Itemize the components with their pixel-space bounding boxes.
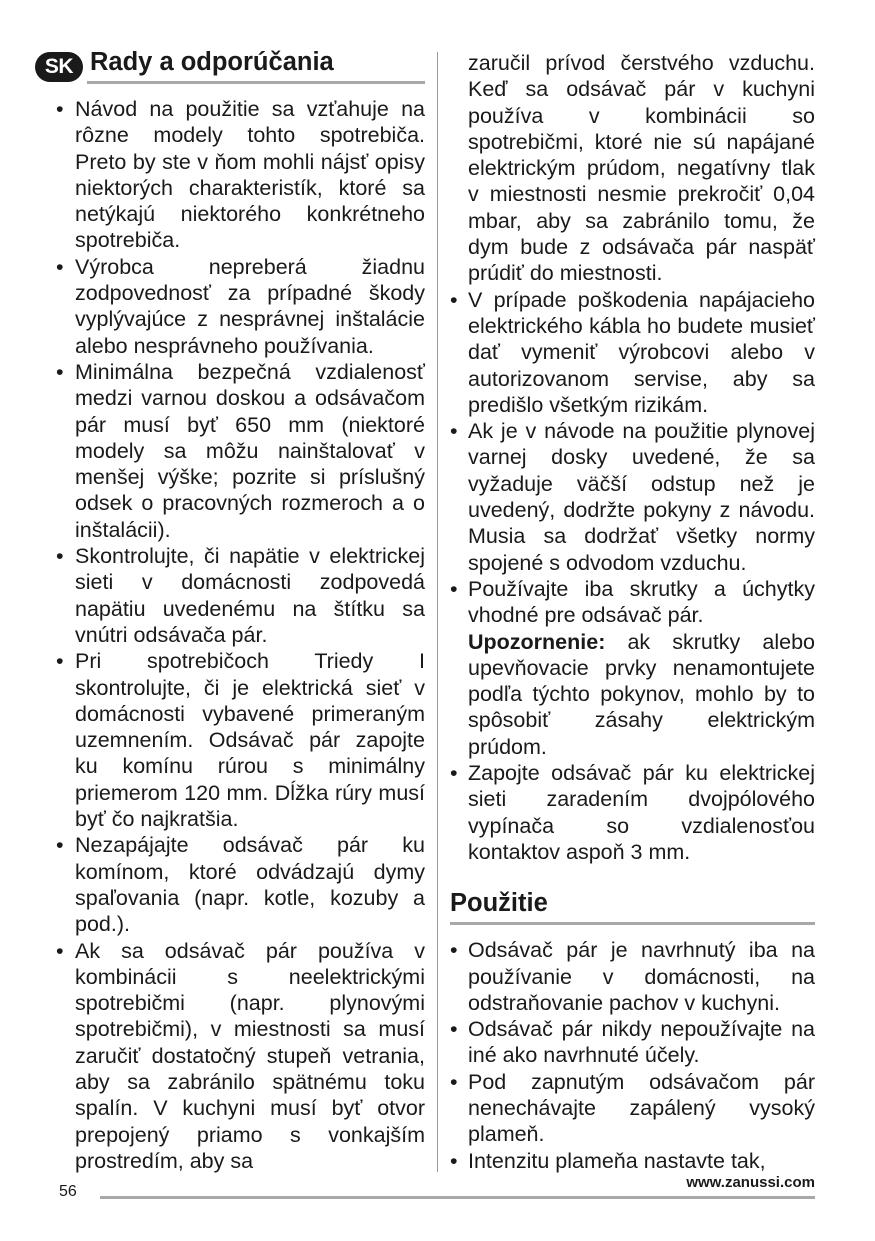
section-title-tips: Rady a odporúčania xyxy=(90,48,334,76)
list-item: • Odsávač pár nikdy nepoužívajte na iné ako navrhnuté účely. xyxy=(450,1016,815,1069)
footer-rule xyxy=(100,1196,815,1199)
page-number: 56 xyxy=(59,1183,77,1200)
language-badge: SK xyxy=(35,52,83,82)
list-item-screws xyxy=(450,576,815,760)
section-rule xyxy=(450,922,815,925)
section-rule xyxy=(87,81,425,84)
tips-list-left xyxy=(35,96,425,1174)
list-item: • Pod zapnutým odsávačom pár nenechávajte zapálený vysoký plameň. xyxy=(450,1069,815,1148)
section-title-usage: Použitie xyxy=(450,889,548,918)
list-item: • Nezapájajte odsávač pár ku komínom, ktoré odvádzajú dymy spaľovania (napr. kotle, kozuby a pod.). xyxy=(35,832,425,937)
list-item: • Návod na použitie sa vzťahuje na rôzne modely tohto spotrebiča. Preto by ste v ňom mohli nájsť opisy niektorých charakteristík, ktoré sa netýkajú niektorého konkrétneho spotrebiča. xyxy=(35,96,425,254)
column-divider xyxy=(437,52,438,1172)
list-item: • Ak je v návode na použitie plynovej varnej dosky uvedené, že sa vyžaduje väčší odstup než je uvedený, dodržte pokyny z návodu. Musia sa dodržať všetky normy spojené s odvodom vzduchu. xyxy=(450,418,815,576)
continued-paragraph: zaručil prívod čerstvého vzduchu. Keď sa odsávač pár v kuchyni používa v kombinácii so spotrebičmi, ktoré nie sú napájané elektrickým prúdom, negatívny tlak v miestnosti nesmie prekročiť 0,04 mbar, aby sa zabránilo tomu, že dym bude z odsávača pár naspäť prúdiť do miestnosti. xyxy=(468,51,815,286)
list-item: • Ak sa odsávač pár používa v kombinácii s neelektrickými spotrebičmi (napr. plynovými spotrebičmi), v miestnosti sa musí zaručiť dostatočný stupeň vetrania, aby sa zabránilo spätnému toku spalín. V kuchyni musí byť otvor prepojený priamo s vonkajším prostredím, aby sa xyxy=(35,938,425,1175)
list-item: • Odsávač pár je navrhnutý iba na používanie v domácnosti, na odstraňovanie pachov v kuchyni. xyxy=(450,937,815,1016)
screws-text: Používajte iba skrutky a úchytky vhodné pre odsávač pár. xyxy=(468,576,815,628)
list-item: • Pri spotrebičoch Triedy I skontrolujte, či je elektrická sieť v domácnosti vybavené primeraným uzemnením. Odsávač pár zapojte ku komínu rúrou s minimálny priemerom 120 mm. Dĺžka rúry musí byť čo najkratšia. xyxy=(35,648,425,832)
tips-list-right xyxy=(450,287,815,866)
website-link[interactable]: www.zanussi.com xyxy=(686,1174,815,1191)
section-heading-tips xyxy=(35,46,425,81)
list-item: • Skontrolujte, či napätie v elektrickej sieti v domácnosti zodpovedá napätiu uvedenému na štítku sa vnútri odsávača pár. xyxy=(35,543,425,648)
right-column xyxy=(450,50,815,1174)
warning-label: Upozornenie: xyxy=(468,629,606,654)
list-item: • Zapojte odsávač pár ku elektrickej sieti zaradením dvojpólového vypínača so vzdialenosťou kontaktov aspoň 3 mm. xyxy=(450,760,815,865)
left-column xyxy=(35,46,425,1174)
list-item: • Minimálna bezpečná vzdialenosť medzi varnou doskou a odsávačom pár musí byť 650 mm (niektoré modely sa môžu nainštalovať v menšej výške; pozrite si príslušný odsek o pracovných rozmeroch a o inštalácii). xyxy=(35,359,425,543)
list-item: • V prípade poškodenia napájacieho elektrického kábla ho budete musieť dať vymeniť výrobcovi alebo v autorizovanom servise, aby sa predišlo všetkým rizikám. xyxy=(450,287,815,418)
warning-text: ak skrutky alebo upevňovacie prvky nenamontujete podľa týchto pokynov, mohlo by to spôsobiť zásahy elektrickým prúdom. xyxy=(468,629,815,759)
list-item: • Intenzitu plameňa nastavte tak, xyxy=(450,1148,815,1174)
usage-list xyxy=(450,937,815,1174)
list-item: • Výrobca nepreberá žiadnu zodpovednosť za prípadné škody vyplývajúce z nesprávnej inštalácie alebo nesprávneho používania. xyxy=(35,254,425,359)
